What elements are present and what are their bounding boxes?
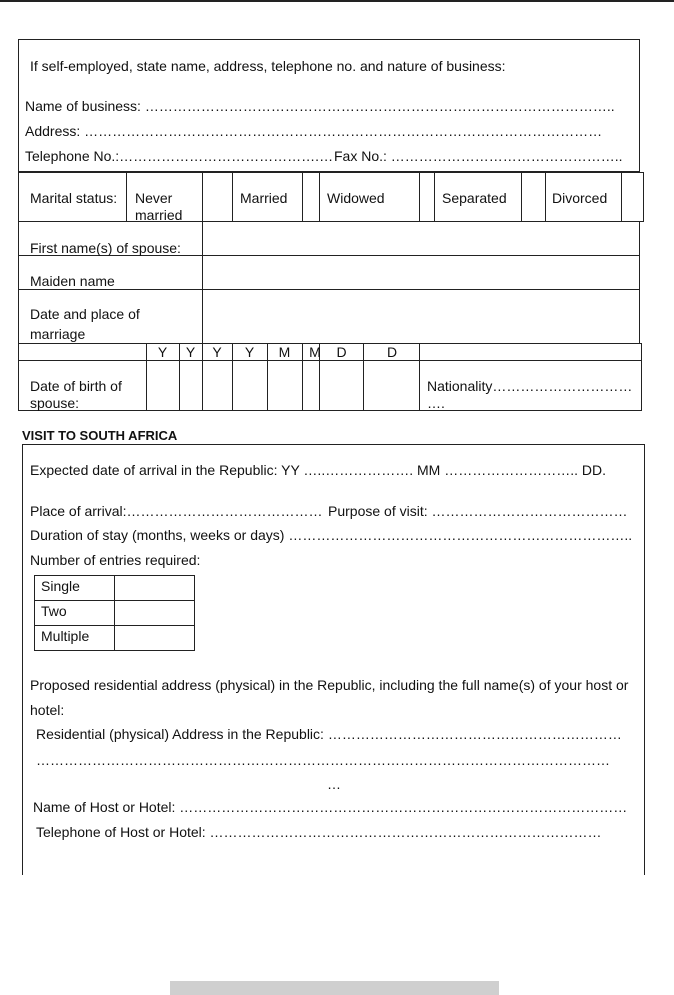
divorced-label: Divorced	[552, 190, 608, 206]
entries-multiple-label: Multiple	[41, 628, 90, 644]
spouse-dob-input[interactable]	[147, 361, 419, 410]
spouse-dob-label-2: spouse:	[30, 395, 80, 411]
entries-single-label: Single	[41, 578, 80, 594]
date-header-y2: Y	[185, 344, 196, 360]
residential-address-continuation[interactable]: ……………………………………………………………………………………………………………	[36, 752, 610, 768]
divider	[434, 172, 435, 222]
divider	[319, 172, 320, 222]
marriage-date-place-label-2: marriage	[30, 326, 86, 342]
business-name-field[interactable]: Name of business: ………………………………………………………………………………………..	[25, 98, 615, 114]
spouse-first-names-input[interactable]	[203, 222, 639, 255]
date-header-m2: M	[309, 344, 321, 360]
maiden-name-input[interactable]	[203, 256, 639, 289]
date-header-y4: Y	[244, 344, 255, 360]
entries-two-checkbox[interactable]	[115, 601, 194, 625]
spouse-dob-label: Date of birth of	[30, 378, 122, 394]
widowed-label: Widowed	[327, 190, 385, 206]
married-label: Married	[240, 190, 288, 206]
divorced-checkbox[interactable]	[622, 173, 643, 221]
host-name-field[interactable]: Name of Host or Hotel: ……………………………………………………………………………………	[33, 799, 628, 815]
date-header-m1: M	[278, 344, 291, 360]
never-married-label-2: married	[135, 207, 183, 223]
self-employed-heading: If self-employed, state name, address, telephone no. and nature of business:	[30, 58, 506, 74]
married-checkbox[interactable]	[303, 173, 319, 221]
separated-label: Separated	[442, 190, 507, 206]
business-fax-field[interactable]: Fax No.: …………………………………………..	[334, 148, 623, 164]
entries-multiple-checkbox[interactable]	[115, 626, 194, 650]
never-married-label: Never	[135, 190, 173, 206]
divider	[545, 172, 546, 222]
residential-address-intro: Proposed residential address (physical) in the Republic, including the full name(s) of your host or	[30, 677, 629, 693]
purpose-of-visit-field[interactable]: Purpose of visit: ……………………………………	[328, 503, 628, 519]
spouse-nationality-field[interactable]: Nationality…………………………	[427, 378, 633, 394]
divider	[126, 172, 127, 222]
host-telephone-field[interactable]: Telephone of Host or Hotel: …………………………………………………………………………	[36, 824, 602, 840]
residential-address-field[interactable]: Residential (physical) Address in the Republic: ………………………………………………………	[36, 726, 622, 742]
marriage-date-place-input[interactable]	[203, 290, 639, 343]
entries-single-checkbox[interactable]	[115, 576, 194, 600]
divider	[232, 172, 233, 222]
never-married-checkbox[interactable]	[203, 173, 232, 221]
divider	[419, 343, 420, 411]
residential-address-intro-2: hotel:	[30, 702, 65, 718]
marriage-date-place-label: Date and place of	[30, 306, 140, 322]
separated-checkbox[interactable]	[522, 173, 545, 221]
entries-required-label: Number of entries required:	[30, 552, 201, 568]
business-address-field[interactable]: Address: …………………………………………………………………………………………………	[25, 123, 603, 139]
date-header-d2: D	[386, 344, 398, 360]
arrival-date-field[interactable]: Expected date of arrival in the Republic: YY …..………………. MM ……………………….. DD.	[30, 462, 606, 478]
maiden-name-label: Maiden name	[30, 273, 115, 289]
footer-bar	[170, 981, 499, 995]
residential-address-continuation-2: …	[327, 776, 341, 792]
place-of-arrival-field[interactable]: Place of arrival:……………………………………	[30, 503, 323, 519]
visit-section-title: VISIT TO SOUTH AFRICA	[22, 428, 178, 443]
spouse-first-names-label: First name(s) of spouse:	[30, 240, 181, 256]
duration-of-stay-field[interactable]: Duration of stay (months, weeks or days) ………………………………………………………………..	[30, 527, 633, 543]
date-header-d1: D	[336, 344, 347, 360]
widowed-checkbox[interactable]	[420, 173, 434, 221]
top-rule	[0, 0, 674, 2]
entries-two-label: Two	[41, 603, 67, 619]
date-header-y1: Y	[157, 344, 168, 360]
marital-status-label: Marital status:	[30, 190, 118, 206]
date-header-y3: Y	[212, 344, 222, 360]
spouse-nationality-field-2: ….	[427, 395, 445, 411]
business-telephone-field[interactable]: Telephone No.:…………………………………….…	[25, 148, 334, 164]
